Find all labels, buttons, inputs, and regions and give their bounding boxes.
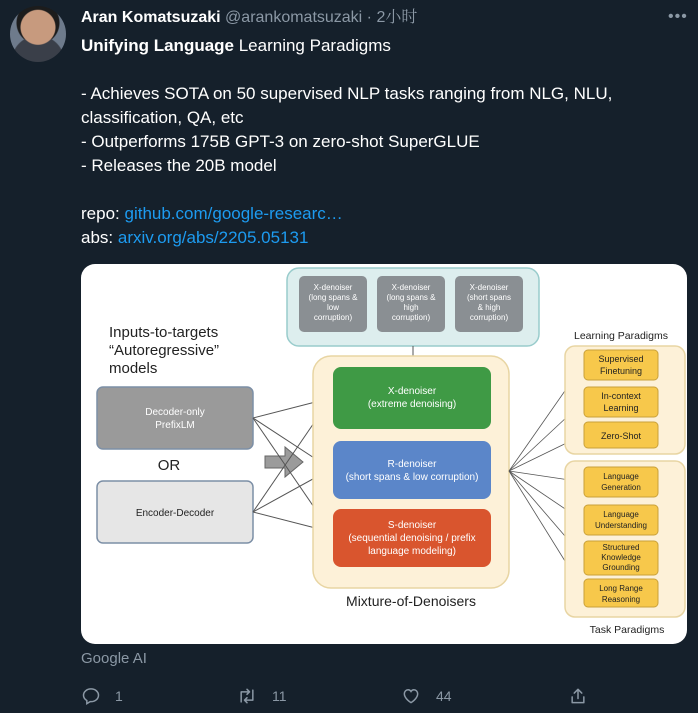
bullet-line: - Achieves SOTA on 50 supervised NLP tasks ranging from NLG, NLU, (81, 84, 613, 103)
svg-text:(short spans & low corruption): (short spans & low corruption) (345, 472, 479, 483)
task-paradigms (565, 461, 685, 617)
decoder-only-box (97, 387, 253, 449)
svg-text:Decoder-only: Decoder-only (145, 407, 205, 418)
svg-text:X-denoiser: X-denoiser (313, 283, 353, 292)
svg-text:X-denoiser: X-denoiser (469, 283, 509, 292)
more-options-icon[interactable]: ••• (668, 8, 688, 25)
retweet-icon (236, 686, 258, 706)
svg-text:Structured: Structured (602, 543, 640, 552)
retweet-count: 11 (272, 688, 287, 704)
svg-text:(long spans &: (long spans & (386, 293, 436, 302)
abs-link[interactable]: arxiv.org/abs/2205.05131 (117, 228, 309, 247)
reply-icon (81, 686, 101, 706)
share-icon (568, 686, 588, 706)
title-rest: Learning Paradigms (234, 36, 391, 55)
bullet-line: classification, QA, etc (81, 108, 244, 127)
retweet-button[interactable] (236, 683, 287, 709)
separator: · (362, 9, 377, 26)
svg-text:Generation: Generation (601, 483, 641, 492)
tweet-header (81, 8, 417, 28)
svg-text:In-context: In-context (601, 391, 641, 401)
svg-text:corruption): corruption) (313, 313, 353, 322)
repo-label: repo: (81, 204, 125, 223)
svg-text:Finetuning: Finetuning (599, 366, 643, 376)
abs-label: abs: (81, 228, 118, 247)
action-bar (0, 683, 698, 709)
left-title (109, 324, 219, 377)
image-source: Google AI (81, 650, 147, 667)
bullet-line: - Releases the 20B model (81, 156, 277, 175)
svg-text:Grounding: Grounding (602, 563, 640, 572)
like-count: 44 (436, 688, 452, 704)
svg-text:Mixture-of-Denoisers: Mixture-of-Denoisers (346, 593, 476, 609)
svg-text:R-denoiser: R-denoiser (387, 459, 437, 470)
svg-text:S-denoiser: S-denoiser (387, 520, 437, 531)
svg-text:high: high (403, 303, 419, 312)
svg-text:Encoder-Decoder: Encoder-Decoder (135, 508, 215, 519)
title-bold: Unifying Language (81, 36, 234, 55)
repo-link[interactable]: github.com/google-researc… (124, 204, 343, 223)
svg-text:(long spans &: (long spans & (308, 293, 358, 302)
learning-paradigms (565, 346, 685, 454)
svg-text:corruption): corruption) (391, 313, 431, 322)
svg-text:Language: Language (603, 510, 639, 519)
svg-text:Understanding: Understanding (594, 521, 648, 530)
heart-icon (400, 686, 422, 706)
big-arrow-icon (265, 447, 303, 477)
svg-text:models: models (109, 360, 158, 377)
svg-text:Learning: Learning (603, 403, 639, 413)
svg-text:“Autoregressive”: “Autoregressive” (109, 342, 220, 359)
learning-paradigms-title: Learning Paradigms (574, 330, 668, 342)
tweet-text (81, 34, 671, 250)
svg-text:low: low (326, 303, 340, 312)
svg-text:Supervised: Supervised (598, 354, 644, 364)
svg-text:Language: Language (603, 472, 639, 481)
share-button[interactable] (568, 683, 602, 709)
top-denoiser-group (287, 268, 539, 346)
svg-text:(short spans: (short spans (466, 293, 512, 302)
svg-text:X-denoiser: X-denoiser (387, 386, 437, 397)
reply-button[interactable] (81, 683, 123, 709)
bullet-line: - Outperforms 175B GPT-3 on zero-shot SuperGLUE (81, 132, 480, 151)
svg-text:PrefixLM: PrefixLM (155, 420, 195, 431)
author-handle[interactable]: @arankomatsuzaki (225, 9, 363, 26)
svg-text:corruption): corruption) (469, 313, 509, 322)
reply-count: 1 (115, 688, 123, 704)
mixture-of-denoisers (313, 356, 509, 609)
task-paradigms-title: Task Paradigms (589, 624, 665, 636)
svg-text:language modeling): language modeling) (368, 546, 456, 557)
svg-text:Long Range: Long Range (599, 584, 643, 593)
svg-text:Reasoning: Reasoning (601, 595, 641, 604)
or-label: OR (157, 457, 181, 474)
like-button[interactable] (400, 683, 452, 709)
svg-text:(sequential denoising / prefix: (sequential denoising / prefix (348, 533, 476, 544)
encoder-decoder-box (97, 481, 253, 543)
svg-text:Knowledge: Knowledge (601, 553, 641, 562)
svg-text:(extreme denoising): (extreme denoising) (367, 399, 457, 410)
tweet-image[interactable] (81, 264, 687, 644)
svg-text:Inputs-to-targets: Inputs-to-targets (109, 324, 219, 341)
svg-text:X-denoiser: X-denoiser (391, 283, 431, 292)
avatar[interactable] (10, 6, 66, 62)
svg-text:& high: & high (477, 303, 501, 312)
author-name[interactable]: Aran Komatsuzaki (81, 9, 221, 26)
timestamp[interactable]: 2小时 (376, 9, 418, 26)
svg-text:Zero-Shot: Zero-Shot (600, 431, 642, 441)
